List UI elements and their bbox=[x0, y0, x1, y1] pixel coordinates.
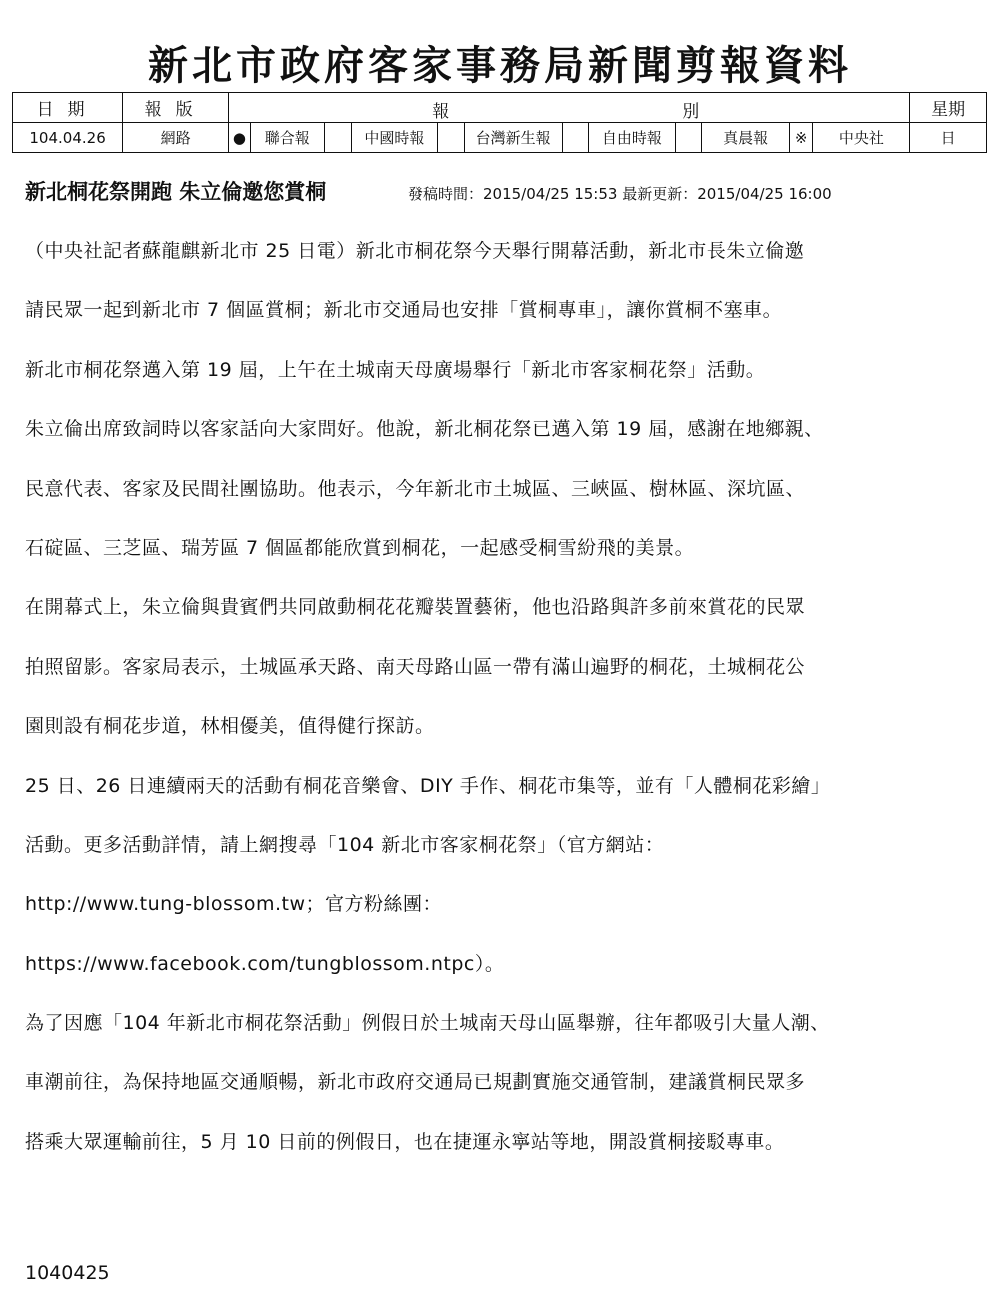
paper-cna: 中央社 bbox=[813, 123, 910, 153]
type-label: 別 bbox=[682, 102, 700, 122]
article-body bbox=[25, 240, 985, 1190]
checkbox-cell bbox=[325, 123, 352, 153]
article-line: 朱立倫出席致詞時以客家話向大家問好。他說，新北桐花祭已邁入第 19 屆，感謝在地鄉親、 bbox=[25, 418, 824, 441]
facebook-link-line: https://www.facebook.com/tungblossom.ntpc）。 bbox=[25, 952, 505, 975]
article-line: 搭乘大眾運輸前往，5 月 10 日前的例假日，也在捷運永寧站等地，開設賞桐接駁專車。 bbox=[25, 1130, 785, 1153]
article-line: 活動。更多活動詳情，請上網搜尋「104 新北市客家桐花祭」（官方網站： bbox=[25, 833, 665, 856]
article-line: 新北市桐花祭邁入第 19 屆，上午在土城南天母廣場舉行「新北市客家桐花祭」活動。 bbox=[25, 358, 766, 381]
edition-label: 報版 bbox=[123, 93, 229, 123]
weekday-label: 星期 bbox=[910, 93, 987, 123]
article-headline: 新北桐花祭開跑 朱立倫邀您賞桐 bbox=[25, 180, 327, 204]
article-line: 園則設有桐花步道，林相優美，值得健行探訪。 bbox=[25, 715, 435, 738]
article-line: 車潮前往，為保持地區交通順暢，新北市政府交通局已規劃實施交通管制，建議賞桐民眾多 bbox=[25, 1071, 806, 1094]
article-line: 民意代表、客家及民間社團協助。他表示，今年新北市土城區、三峽區、樹林區、深坑區、 bbox=[25, 477, 806, 500]
paper-tssd: 台灣新生報 bbox=[464, 123, 562, 153]
paper-type-label bbox=[229, 93, 910, 123]
checkbox-cell bbox=[562, 123, 589, 153]
official-site-line: http://www.tung-blossom.tw；官方粉絲團： bbox=[25, 893, 442, 916]
article-line: 請民眾一起到新北市 7 個區賞桐；新北市交通局也安排「賞桐專車」，讓你賞桐不塞車。 bbox=[25, 299, 783, 322]
selected-bullet: ● bbox=[229, 123, 250, 153]
article-line: 為了因應「104 年新北市桐花祭活動」例假日於土城南天母山區舉辦，往年都吸引大量人潮、 bbox=[25, 1012, 830, 1035]
checkbox-cell bbox=[675, 123, 702, 153]
date-label: 日期 bbox=[13, 93, 123, 123]
paper-udn: 聯合報 bbox=[250, 123, 324, 153]
paper-morning: 真晨報 bbox=[702, 123, 790, 153]
checkbox-cell bbox=[438, 123, 465, 153]
edition-value: 網路 bbox=[123, 123, 229, 153]
article-line: 石碇區、三芝區、瑞芳區 7 個區都能欣賞到桐花，一起感受桐雪紛飛的美景。 bbox=[25, 536, 695, 559]
article-line: 25 日、26 日連續兩天的活動有桐花音樂會、DIY 手作、桐花市集等，並有「人體桐花彩繪」 bbox=[25, 774, 831, 797]
clipping-code: 1040425 bbox=[25, 1262, 110, 1284]
paper-chinatimes: 中國時報 bbox=[351, 123, 438, 153]
article-line: 在開幕式上，朱立倫與貴賓們共同啟動桐花花瓣裝置藝術，他也沿路與許多前來賞花的民眾 bbox=[25, 596, 806, 619]
paper-label: 報 bbox=[432, 102, 450, 122]
date-value: 104.04.26 bbox=[13, 123, 123, 153]
clipping-header-table bbox=[12, 92, 987, 153]
article-line: 拍照留影。客家局表示，土城區承天路、南天母路山區一帶有滿山遍野的桐花，土城桐花公 bbox=[25, 655, 806, 678]
paper-ltn: 自由時報 bbox=[589, 123, 676, 153]
weekday-value: 日 bbox=[910, 123, 987, 153]
article-timestamp: 發稿時間：2015/04/25 15:53 最新更新：2015/04/25 16:00 bbox=[408, 185, 832, 203]
document-title: 新北市政府客家事務局新聞剪報資料 bbox=[148, 42, 852, 89]
article-line: （中央社記者蘇龍麒新北市 25 日電）新北市桐花祭今天舉行開幕活動，新北市長朱立倫邀 bbox=[25, 240, 805, 262]
reference-mark: ※ bbox=[789, 123, 812, 153]
